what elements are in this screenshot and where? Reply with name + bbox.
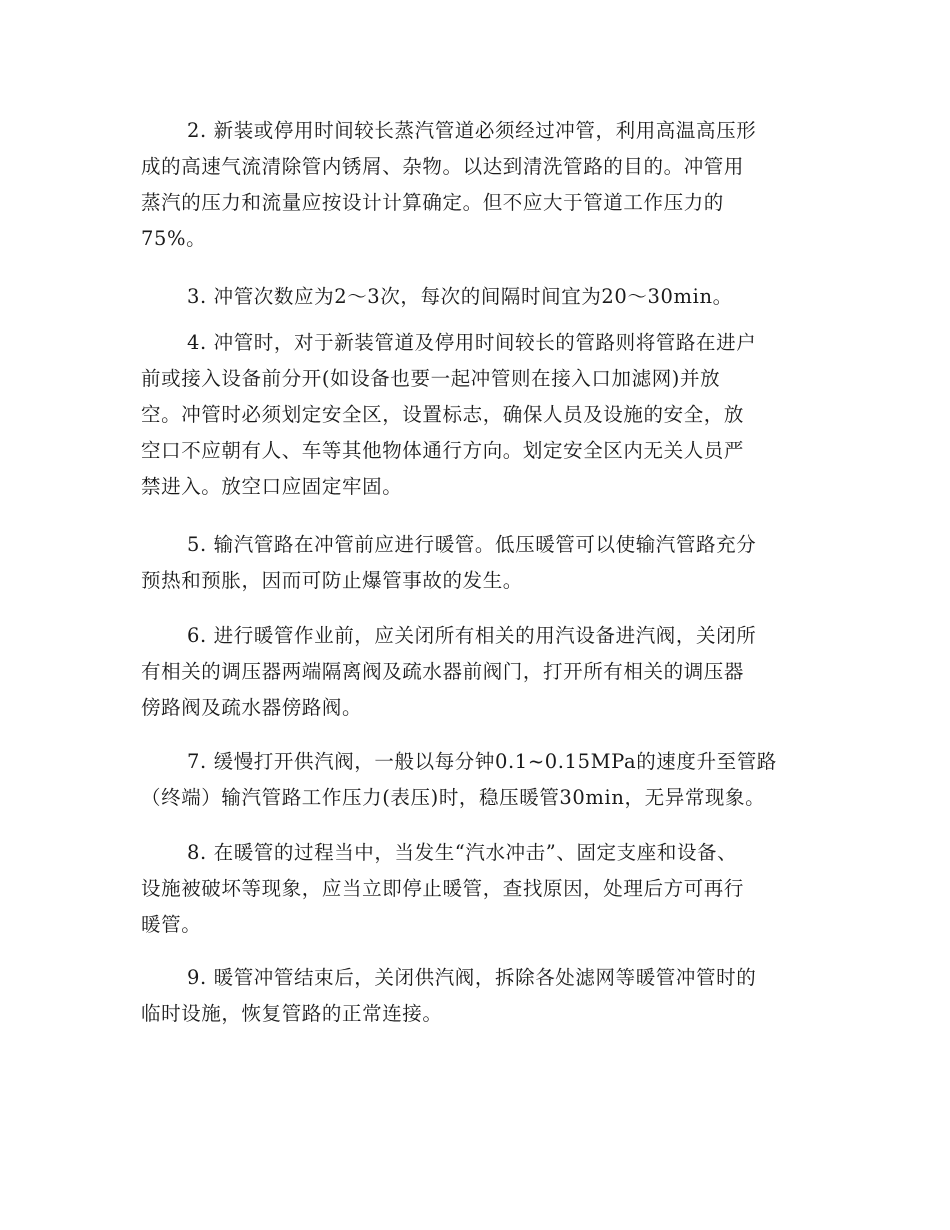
paragraph-5 bbox=[141, 527, 809, 599]
text-line: 傍路阀及疏水器傍路阀。 bbox=[141, 696, 363, 719]
text-line: 空。冲管时必须划定安全区，设置标志，确保人员及设施的安全，放 bbox=[141, 403, 745, 426]
text-line: 禁进入。放空口应固定牢固。 bbox=[141, 475, 403, 498]
text-line: 5. 输汽管路在冲管前应进行暖管。低压暖管可以使输汽管路充分 bbox=[187, 533, 757, 556]
text-line: 有相关的调压器两端隔离阀及疏水器前阀门，打开所有相关的调压器 bbox=[141, 660, 745, 683]
paragraph-9 bbox=[141, 960, 809, 1032]
text-line: （终端）输汽管路工作压力(表压)时，稳压暖管30min，无异常现象。 bbox=[141, 786, 766, 809]
paragraph-3 bbox=[141, 279, 809, 315]
text-line: 8. 在暖管的过程当中，当发生“汽水冲击”、固定支座和设备、 bbox=[187, 841, 738, 864]
text-line: 成的高速气流清除管内锈屑、杂物。以达到清洗管路的目的。冲管用 bbox=[141, 155, 745, 178]
text-line: 3. 冲管次数应为2～3次，每次的间隔时间宜为20～30min。 bbox=[187, 285, 733, 308]
text-line: 空口不应朝有人、车等其他物体通行方向。划定安全区内无关人员严 bbox=[141, 439, 745, 462]
text-line: 7. 缓慢打开供汽阀，一般以每分钟0.1~0.15MPa的速度升至管路 bbox=[187, 750, 777, 773]
paragraph-4 bbox=[141, 325, 809, 505]
paragraph-2 bbox=[141, 113, 809, 257]
paragraph-6 bbox=[141, 618, 809, 726]
text-line: 75%。 bbox=[141, 227, 207, 250]
text-line: 设施被破坏等现象，应当立即停止暖管，查找原因，处理后方可再行 bbox=[141, 877, 745, 900]
text-line: 9. 暖管冲管结束后，关闭供汽阀，拆除各处滤网等暖管冲管时的 bbox=[187, 966, 757, 989]
paragraph-7 bbox=[141, 744, 809, 816]
text-line: 蒸汽的压力和流量应按设计计算确定。但不应大于管道工作压力的 bbox=[141, 191, 724, 214]
text-line: 暖管。 bbox=[141, 913, 202, 936]
text-line: 前或接入设备前分开(如设备也要一起冲管则在接入口加滤网)并放 bbox=[141, 367, 721, 390]
text-line: 临时设施，恢复管路的正常连接。 bbox=[141, 1002, 443, 1025]
text-line: 2. 新装或停用时间较长蒸汽管道必须经过冲管，利用高温高压形 bbox=[187, 119, 757, 142]
text-line: 预热和预胀，因而可防止爆管事故的发生。 bbox=[141, 569, 523, 592]
paragraph-8 bbox=[141, 835, 809, 943]
text-line: 4. 冲管时，对于新装管道及停用时间较长的管路则将管路在进户 bbox=[187, 331, 757, 354]
text-line: 6. 进行暖管作业前，应关闭所有相关的用汽设备进汽阀，关闭所 bbox=[187, 624, 757, 647]
